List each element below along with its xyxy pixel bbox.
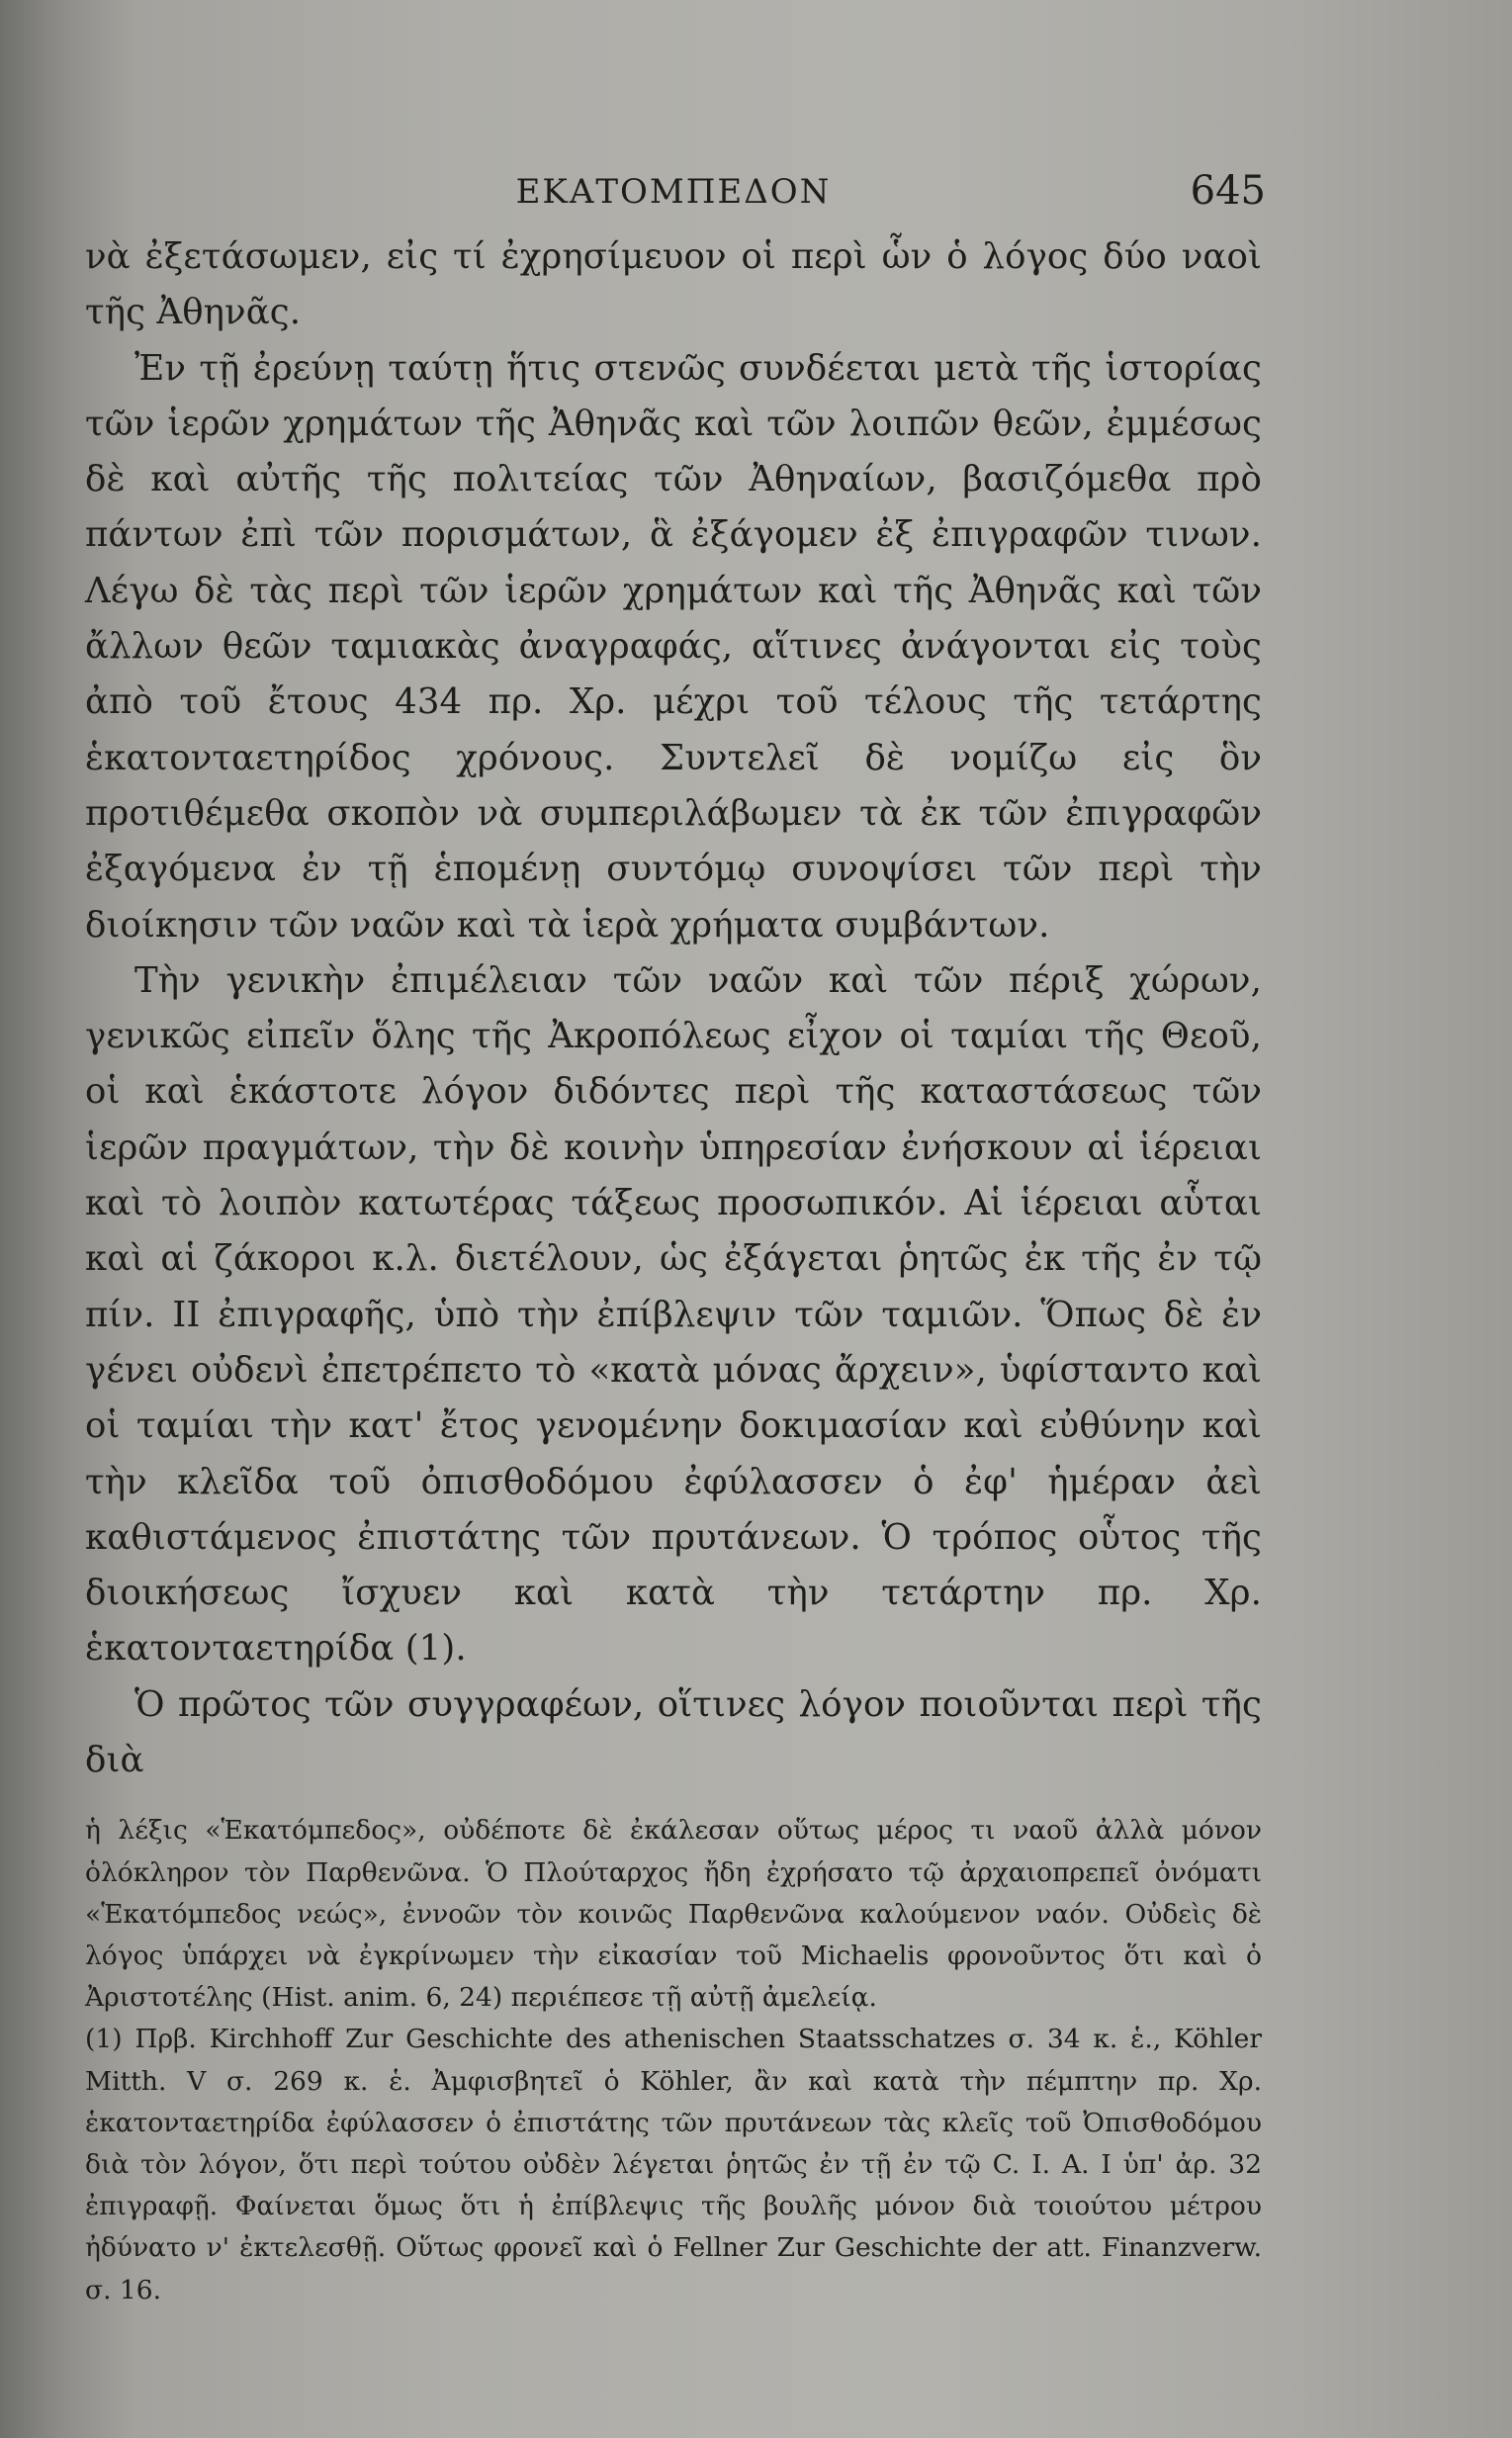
body-text <box>85 229 1262 1788</box>
page-header <box>85 166 1266 229</box>
paragraph: Ἐν τῇ ἐρεύνῃ ταύτῃ ἥτις στενῶς συνδέεται μετὰ τῆς ἱστορίας τῶν ἱερῶν χρημάτων τῆς Ἀθηνᾶς καὶ τῶν λοιπῶν θεῶν, ἐμμέσως δὲ καὶ αὐτῆς τῆς πολιτείας τῶν Ἀθηναίων, βασιζόμεθα πρὸ πάντων ἐπὶ τῶν πορισμάτων, ἃ ἐξάγομεν ἐξ ἐπιγραφῶν τινων. Λέγω δὲ τὰς περὶ τῶν ἱερῶν χρημάτων καὶ τῆς Ἀθηνᾶς καὶ τῶν ἄλλων θεῶν ταμιακὰς ἀναγραφάς, αἵτινες ἀνάγονται εἰς τοὺς ἀπὸ τοῦ ἔτους 434 πρ. Χρ. μέχρι τοῦ τέλους τῆς τετάρτης ἑκατονταετηρίδος χρόνους. Συντελεῖ δὲ νομίζω εἰς ὃν προτιθέμεθα σκοπὸν νὰ συμπεριλάβωμεν τὰ ἐκ τῶν ἐπιγραφῶν ἐξαγόμενα ἐν τῇ ἑπομένῃ συντόμῳ συνοψίσει τῶν περὶ τὴν διοίκησιν τῶν ναῶν καὶ τὰ ἱερὰ χρήματα συμβάντων. <box>85 347 1262 946</box>
running-title: ΕΚΑΤΟΜΠΕΔΟΝ <box>515 172 832 212</box>
paragraph: νὰ ἐξετάσωμεν, εἰς τί ἐχρησίμευον οἱ περὶ ὧν ὁ λόγος δύο ναοὶ τῆς Ἀθηνᾶς. <box>85 236 1262 333</box>
footnotes <box>85 1810 1262 2310</box>
page-content <box>85 166 1266 2311</box>
footnote-1: (1) Πρβ. Kirchhoff Zur Geschichte des athenischen Staatsschatzes σ. 34 κ. ἑ., Köhler Mitth. V σ. 269 κ. ἑ. Ἀμφισβητεῖ ὁ Köhler, ἂν καὶ κατὰ τὴν πέμπτην πρ. Χρ. ἑκατονταετηρίδα ἐφύλασσεν ὁ ἐπιστάτης τῶν πρυτάνεων τὰς κλεῖς τοῦ Ὀπισθοδόμου διὰ τὸν λόγον, ὅτι περὶ τούτου οὐδὲν λέγεται ῥητῶς ἐν τῇ ἐν τῷ C. I. A. I ὑπ' ἀρ. 32 ἐπιγραφῇ. Φαίνεται ὅμως ὅτι ἡ ἐπίβλεψις τῆς βουλῆς μόνον διὰ τοιούτου μέτρου ἠδύνατο ν' ἐκτελεσθῇ. Οὕτως φρονεῖ καὶ ὁ Fellner Zur Geschichte der att. Finanzverw. σ. 16. <box>85 2024 1262 2305</box>
paragraph: Ὁ πρῶτος τῶν συγγραφέων, οἵτινες λόγον ποιοῦνται περὶ τῆς διὰ <box>85 1683 1262 1781</box>
paragraph: Τὴν γενικὴν ἐπιμέλειαν τῶν ναῶν καὶ τῶν πέριξ χώρων, γενικῶς εἰπεῖν ὅλης τῆς Ἀκροπόλεως εἶχον οἱ ταμίαι τῆς Θεοῦ, οἱ καὶ ἑκάστοτε λόγον διδόντες περὶ τῆς καταστάσεως τῶν ἱερῶν πραγμάτων, τὴν δὲ κοινὴν ὑπηρεσίαν ἐνήσκουν αἱ ἱέρειαι καὶ τὸ λοιπὸν κατωτέρας τάξεως προσωπικόν. Αἱ ἱέρειαι αὗται καὶ αἱ ζάκοροι κ.λ. διετέλουν, ὡς ἐξάγεται ῥητῶς ἐκ τῆς ἐν τῷ πίν. II ἐπιγραφῆς, ὑπὸ τὴν ἐπίβλεψιν τῶν ταμιῶν. Ὅπως δὲ ἐν γένει οὐδενὶ ἐπετρέπετο τὸ «κατὰ μόνας ἄρχειν», ὑφίσταντο καὶ οἱ ταμίαι τὴν κατ' ἔτος γενομένην δοκιμασίαν καὶ εὐθύνην καὶ τὴν κλεῖδα τοῦ ὀπισθοδόμου ἐφύλασσεν ὁ ἐφ' ἡμέραν ἀεὶ καθιστάμενος ἐπιστάτης τῶν πρυτάνεων. Ὁ τρόπος οὗτος τῆς διοικήσεως ἴσχυεν καὶ κατὰ τὴν τετάρτην πρ. Χρ. ἑκατονταετηρίδα (1). <box>85 959 1262 1670</box>
page-number: 645 <box>1190 168 1266 214</box>
footnote-continuation: ἡ λέξις «Ἑκατόμπεδος», οὐδέποτε δὲ ἐκάλεσαν οὕτως μέρος τι ναοῦ ἀλλὰ μόνον ὁλόκληρον τὸν Παρθενῶνα. Ὁ Πλούταρχος ἤδη ἐχρήσατο τῷ ἀρχαιοπρεπεῖ ὀνόματι «Ἑκατόμπεδος νεώς», ἐννοῶν τὸν κοινῶς Παρθενῶνα καλούμενον ναόν. Οὐδεὶς δὲ λόγος ὑπάρχει νὰ ἐγκρίνωμεν τὴν εἰκασίαν τοῦ Michaelis φρονοῦντος ὅτι καὶ ὁ Ἀριστοτέλης (Hist. anim. 6, 24) περιέπεσε τῇ αὐτῇ ἀμελείᾳ. <box>85 1815 1262 2014</box>
